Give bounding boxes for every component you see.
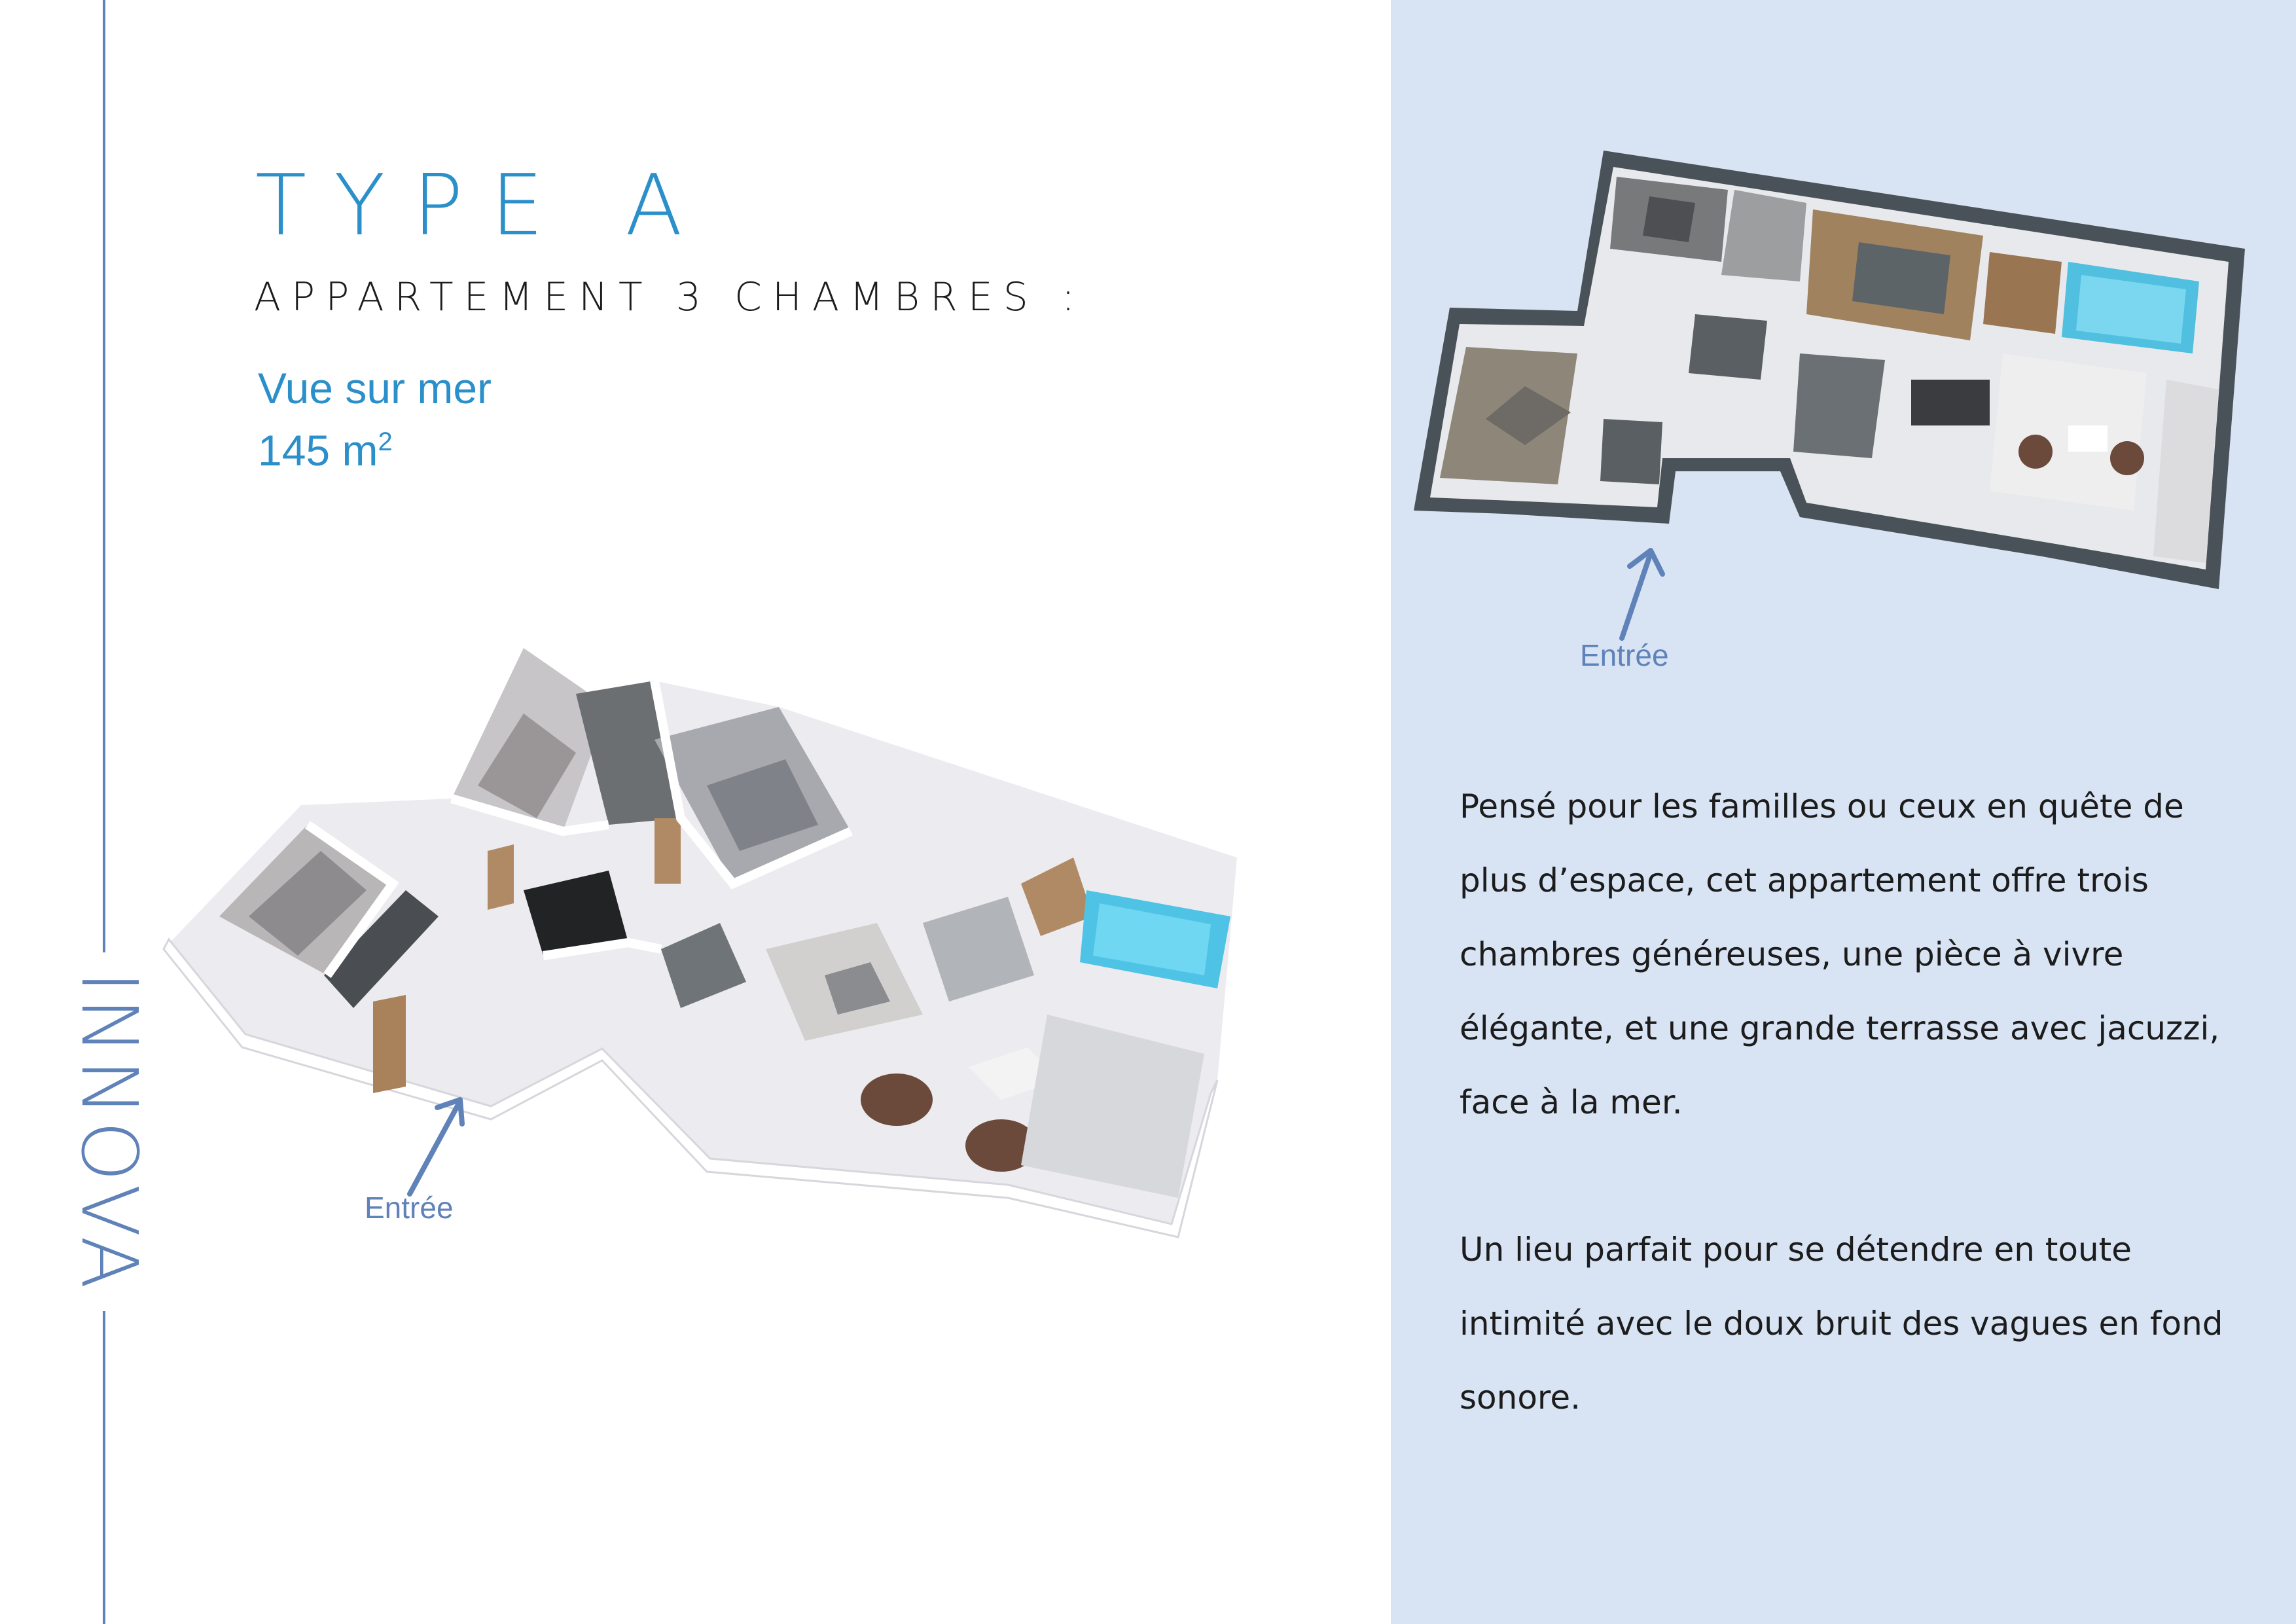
- left-rule-bottom: [103, 1311, 105, 1624]
- page-subtitle: APPARTEMENT 3 CHAMBRES :: [254, 274, 1086, 320]
- floor-plan-2d-illustration: [1414, 144, 2245, 602]
- description-paragraph-2: Un lieu parfait pour se détendre en toute intimité avec le doux bruit des vagues en fond sonore.: [1460, 1231, 2223, 1416]
- entrance-label-3d: Entrée: [365, 1191, 454, 1225]
- entrance-arrow-icon: [398, 1088, 470, 1199]
- area-value: 145 m: [258, 426, 378, 475]
- page-title: TYPE A: [255, 157, 710, 255]
- entrance-label-2d: Entrée: [1580, 638, 1669, 672]
- left-rule-top: [103, 0, 105, 952]
- brand-logo-text: INNOVA: [64, 970, 154, 1293]
- area-unit-superscript: 2: [378, 427, 393, 456]
- area-label: [258, 417, 393, 475]
- description-paragraph-1: Pensé pour les familles ou ceux en quête de plus d’espace, cet appartement offre trois chambres généreuses, une pièce à vivre élégante, et une grande terrasse avec jacuzzi, face à la mer.: [1460, 787, 2220, 1121]
- floor-plan-3d-illustration: [157, 609, 1388, 1296]
- entrance-arrow-icon-plan: [1610, 540, 1669, 645]
- view-label: Vue sur mer: [258, 364, 492, 412]
